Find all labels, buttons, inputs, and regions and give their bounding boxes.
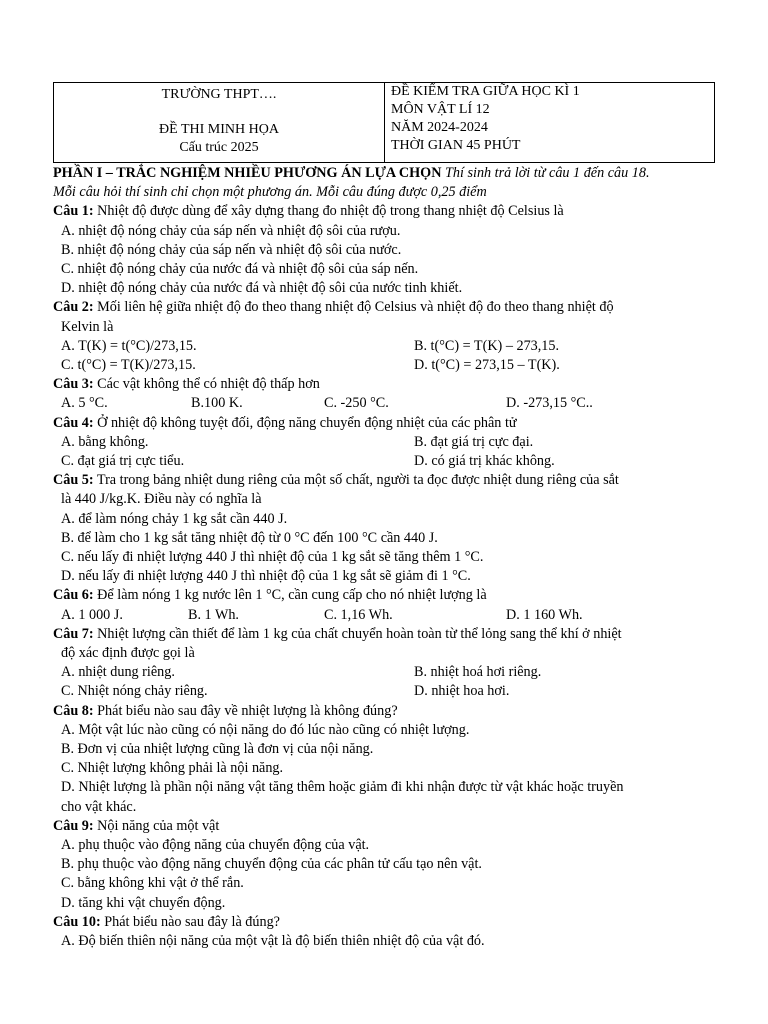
question-text: Nhiệt lượng cần thiết để làm 1 kg của chất chuyển hoàn toàn từ thể lỏng sang thể khí ở nhiệt	[93, 625, 622, 642]
question-text: Phát biểu nào sau đây là đúng?	[100, 913, 280, 930]
question-text: Phát biểu nào sau đây về nhiệt lượng là không đúng?	[93, 702, 398, 719]
question-text-cont: độ xác định được gọi là	[61, 644, 195, 661]
question-text: Để làm nóng 1 kg nước lên 1 °C, cần cung cấp cho nó nhiệt lượng là	[93, 587, 487, 604]
question-label: Câu 1:	[53, 203, 94, 220]
header-right-cell	[385, 83, 715, 163]
options-row	[53, 356, 717, 375]
question-text: Các vật không thể có nhiệt độ thấp hơn	[93, 376, 320, 393]
question-label: Câu 4:	[53, 414, 94, 431]
option-b: B. t(°C) = T(K) – 273,15.	[414, 337, 560, 354]
option-c: C. 1,16 Wh.	[324, 606, 393, 623]
options-row	[53, 682, 717, 701]
exam-structure: Cấu trúc 2025	[179, 140, 259, 155]
duration: THỜI GIAN 45 PHÚT	[391, 138, 521, 153]
option-a: A. T(K) = t(°C)/273,15.	[61, 337, 197, 354]
option-b: B. để làm cho 1 kg sắt tăng nhiệt độ từ 0 °C đến 100 °C cần 440 J.	[61, 529, 438, 546]
option-b: B. đạt giá trị cực đại.	[414, 433, 534, 450]
option-d: D. -273,15 °C..	[506, 395, 593, 412]
option-b: B.100 K.	[191, 395, 243, 412]
part1-heading: PHẦN I – TRẮC NGHIỆM NHIỀU PHƯƠNG ÁN LỰA CHỌN	[53, 165, 442, 181]
question-5	[53, 471, 717, 490]
subject: MÔN VẬT LÍ 12	[391, 102, 490, 117]
question-label: Câu 3:	[53, 376, 94, 393]
option-d: D. nhiệt độ nóng chảy của nước đá và nhiệt độ sôi của nước tinh khiết.	[61, 280, 463, 297]
question-8	[53, 702, 717, 721]
option-b: B. nhiệt độ nóng chảy của sáp nến và nhiệt độ sôi của nước.	[61, 241, 402, 258]
option-b: B. Đơn vị của nhiệt lượng cũng là đơn vị của nội năng.	[61, 740, 374, 757]
option-a: A. nhiệt độ nóng chảy của sáp nến và nhiệt độ sôi của rượu.	[61, 222, 401, 239]
option-d: D. Nhiệt lượng là phần nội năng vật tăng thêm hoặc giảm đi khi nhận được từ vật khác hoặc truyền	[61, 779, 624, 796]
options-row	[53, 394, 717, 413]
question-text: Mối liên hệ giữa nhiệt độ đo theo thang nhiệt độ Celsius và nhiệt độ đo theo thang nhiệt độ	[93, 299, 614, 316]
part1-instruction-a: Thí sinh trả lời từ câu 1 đến câu 18.	[445, 165, 650, 181]
question-text: Ở nhiệt độ không tuyệt đối, động năng chuyển động nhiệt của các phân tử	[93, 414, 517, 431]
question-text-cont: là 440 J/kg.K. Điều này có nghĩa là	[61, 491, 262, 508]
option-d: D. t(°C) = 273,15 – T(K).	[414, 357, 560, 374]
options-row	[53, 337, 717, 356]
option-d-cont: cho vật khác.	[61, 798, 137, 815]
exam-type: ĐỀ KIỂM TRA GIỮA HỌC KÌ 1	[391, 84, 580, 99]
option-b: B. 1 Wh.	[188, 606, 239, 623]
option-c: C. -250 °C.	[324, 395, 389, 412]
exam-title: ĐỀ THI MINH HỌA	[159, 122, 279, 137]
question-6	[53, 586, 717, 605]
option-b: B. nhiệt hoá hơi riêng.	[414, 664, 542, 681]
options-row	[53, 663, 717, 682]
part1-heading-line	[53, 164, 717, 183]
option-b: B. phụ thuộc vào động năng chuyển động của các phân tử cấu tạo nên vật.	[61, 856, 482, 873]
option-d: D. tăng khi vật chuyển động.	[61, 894, 226, 911]
question-10	[53, 913, 717, 932]
option-c: C. nhiệt độ nóng chảy của nước đá và nhiệt độ sôi của sáp nến.	[61, 261, 419, 278]
option-d: D. nhiệt hoa hơi.	[414, 683, 510, 700]
question-text: Nội năng của một vật	[93, 817, 220, 834]
school-name: TRƯỜNG THPT….	[161, 87, 277, 102]
question-label: Câu 5:	[53, 472, 94, 489]
question-9	[53, 817, 717, 836]
option-a: A. 1 000 J.	[61, 606, 123, 623]
question-label: Câu 6:	[53, 587, 94, 604]
option-a: A. 5 °C.	[61, 395, 108, 412]
question-label: Câu 2:	[53, 299, 94, 316]
option-c: C. nếu lấy đi nhiệt lượng 440 J thì nhiệt độ của 1 kg sắt sẽ tăng thêm 1 °C.	[61, 548, 484, 565]
options-row	[53, 606, 717, 625]
exam-content	[53, 164, 717, 951]
question-7	[53, 625, 717, 644]
option-d: D. có giá trị khác không.	[414, 452, 555, 469]
option-c: C. bằng không khi vật ở thể rắn.	[61, 875, 244, 892]
question-3	[53, 375, 717, 394]
question-4	[53, 414, 717, 433]
option-d: D. nếu lấy đi nhiệt lượng 440 J thì nhiệt độ của 1 kg sắt sẽ giảm đi 1 °C.	[61, 568, 471, 585]
option-a: A. nhiệt dung riêng.	[61, 664, 175, 681]
options-row	[53, 433, 717, 452]
question-label: Câu 9:	[53, 817, 94, 834]
option-c: C. t(°C) = T(K)/273,15.	[61, 357, 196, 374]
question-text: Nhiệt độ được dùng để xây dựng thang đo nhiệt độ trong thang nhiệt độ Celsius là	[93, 203, 564, 220]
option-a: A. Một vật lúc nào cũng có nội năng do đó lúc nào cũng có nhiệt lượng.	[61, 721, 470, 738]
header-left-cell	[54, 83, 385, 163]
question-label: Câu 10:	[53, 913, 101, 930]
option-a: A. bằng không.	[61, 433, 149, 450]
option-c: C. Nhiệt lượng không phải là nội năng.	[61, 760, 284, 777]
option-a: A. để làm nóng chảy 1 kg sắt cần 440 J.	[61, 510, 288, 527]
options-row	[53, 452, 717, 471]
option-c: C. Nhiệt nóng chảy riêng.	[61, 683, 208, 700]
question-text: Tra trong bảng nhiệt dung riêng của một số chất, người ta đọc được nhiệt dung riêng của sắt	[93, 472, 619, 489]
option-a: A. phụ thuộc vào động năng của chuyển động của vật.	[61, 836, 370, 853]
question-label: Câu 8:	[53, 702, 94, 719]
exam-header-table	[53, 82, 715, 163]
question-2	[53, 298, 717, 317]
school-year: NĂM 2024-2024	[391, 120, 488, 135]
option-d: D. 1 160 Wh.	[506, 606, 583, 623]
part1-instruction-b: Mỗi câu hỏi thí sinh chỉ chọn một phương án. Mỗi câu đúng được 0,25 điểm	[53, 184, 487, 201]
question-text-cont: Kelvin là	[61, 318, 114, 335]
question-1	[53, 202, 717, 221]
option-a: A. Độ biến thiên nội năng của một vật là độ biến thiên nhiệt độ của vật đó.	[61, 933, 485, 949]
question-label: Câu 7:	[53, 625, 94, 642]
option-c: C. đạt giá trị cực tiểu.	[61, 452, 185, 469]
